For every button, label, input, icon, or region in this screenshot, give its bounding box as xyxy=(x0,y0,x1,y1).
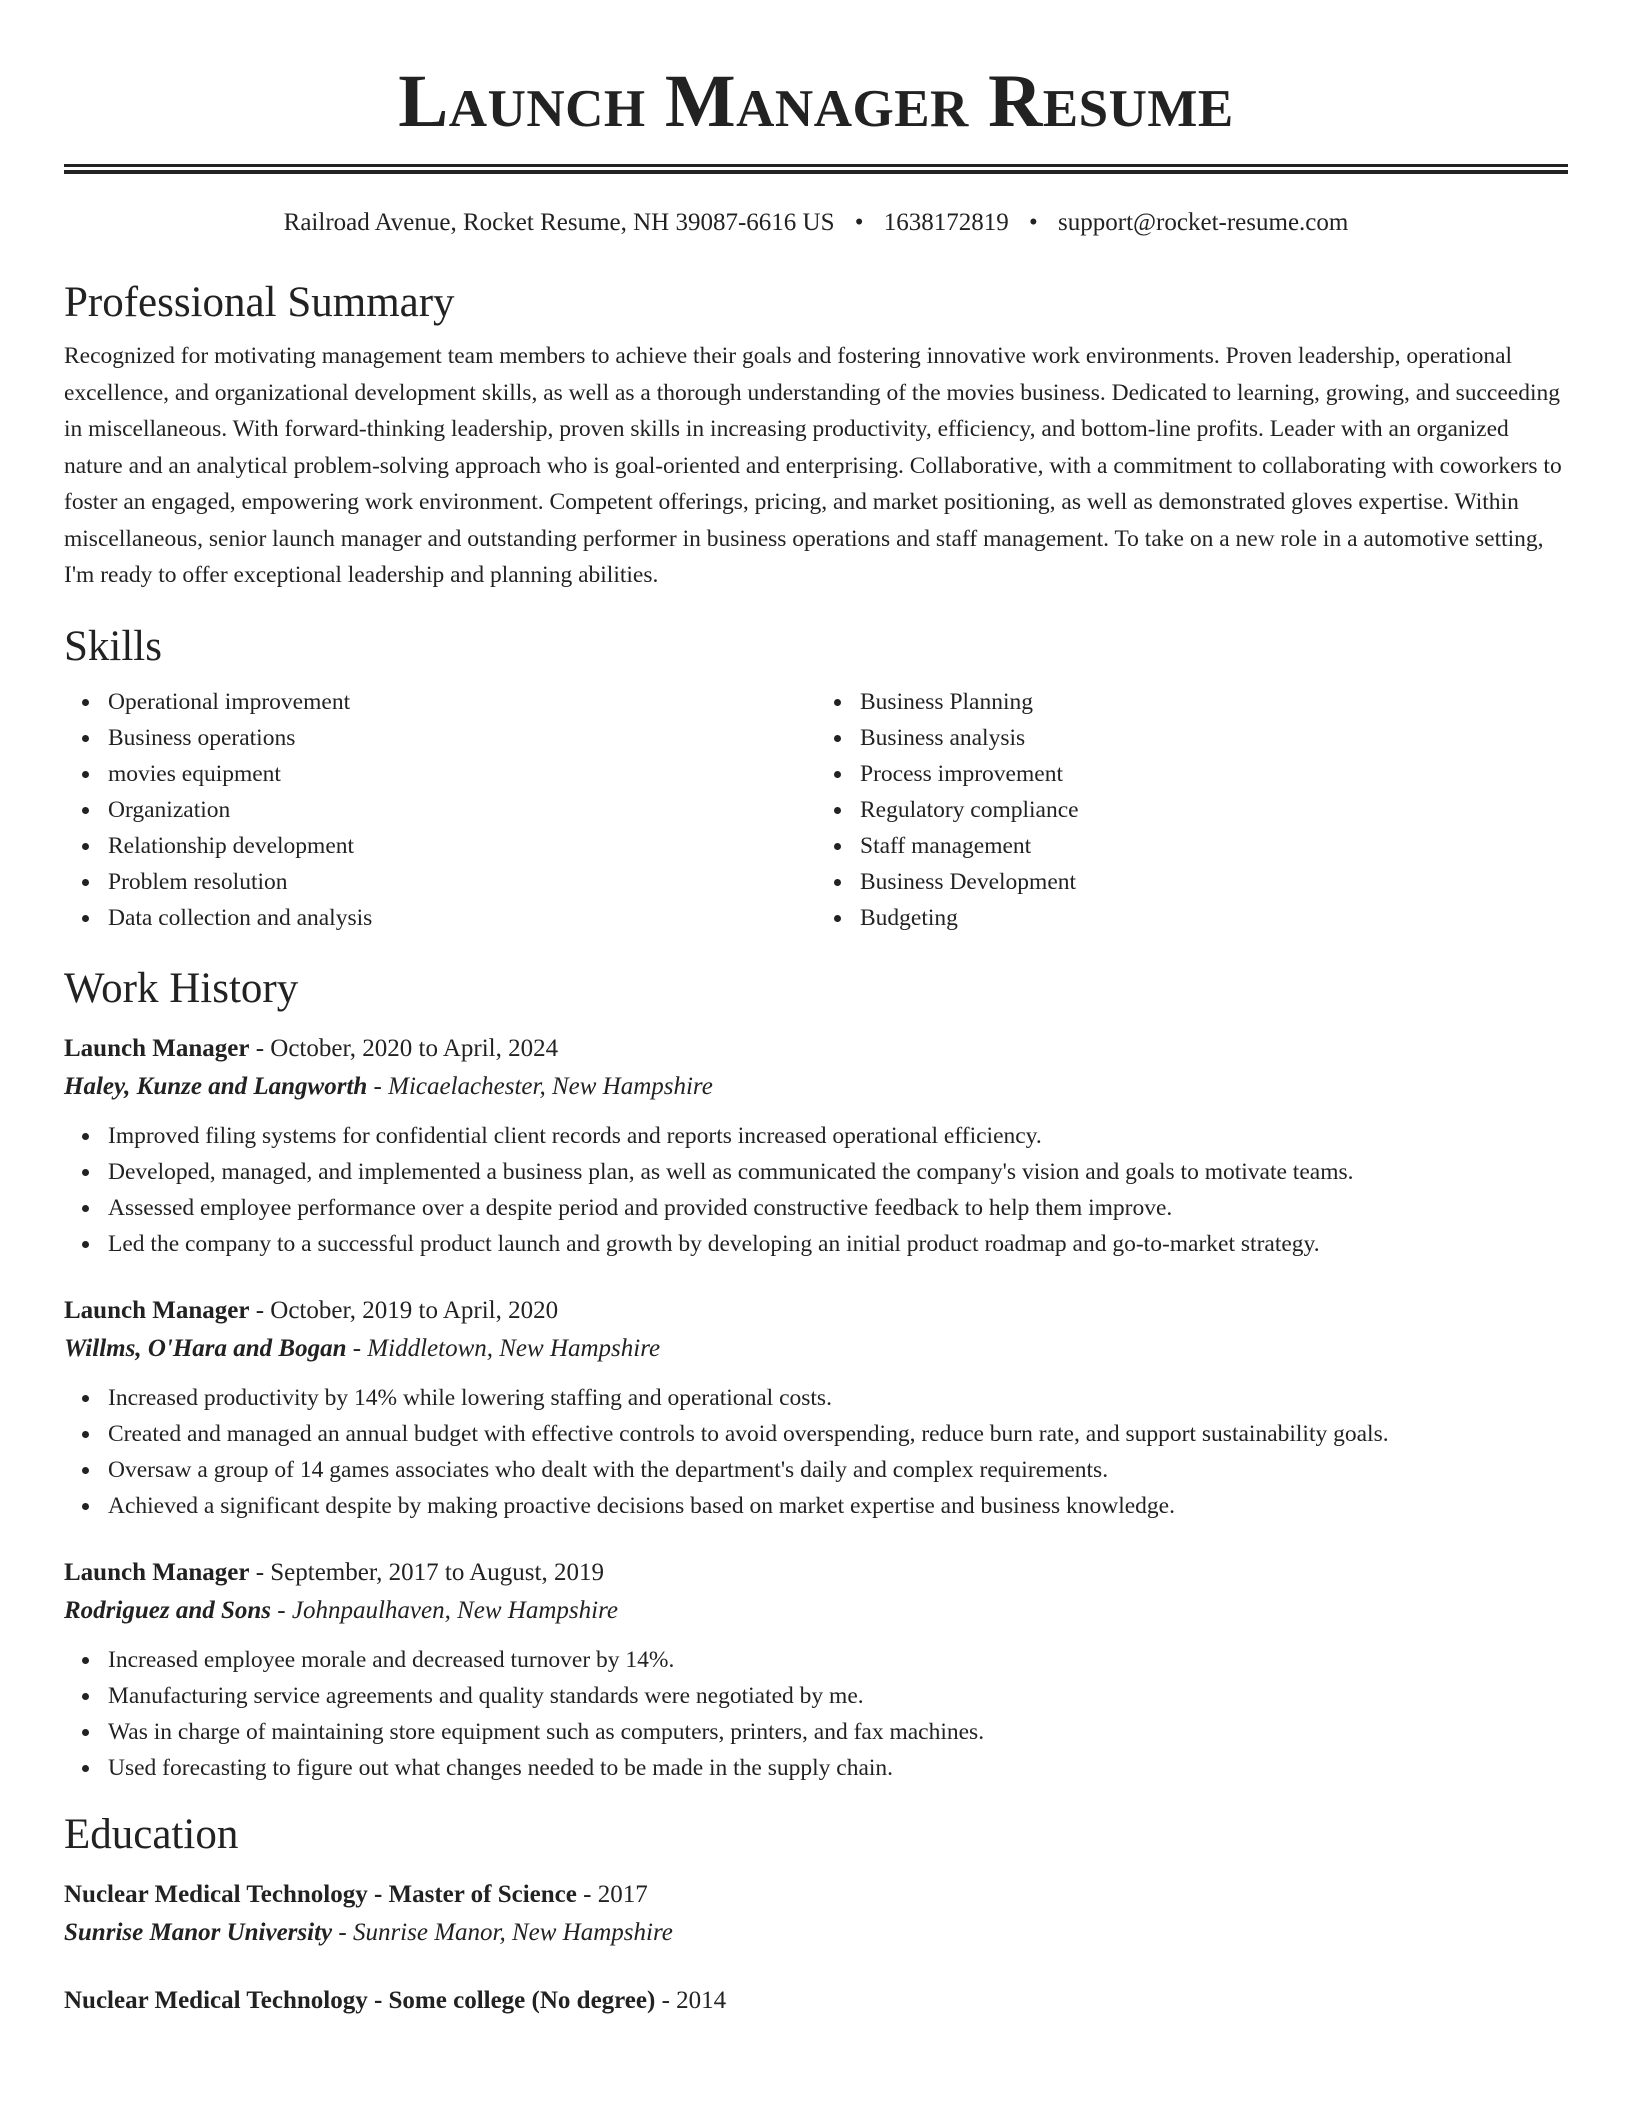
skill-item: Business analysis xyxy=(860,720,1568,756)
job-dates: - September, 2017 to August, 2019 xyxy=(249,1558,604,1586)
job-entry xyxy=(64,1554,1568,1786)
skill-item: Regulatory compliance xyxy=(860,792,1568,828)
education-degree: Nuclear Medical Technology - Master of Science xyxy=(64,1880,577,1908)
education-school-line xyxy=(64,1914,1568,1952)
skill-item: Budgeting xyxy=(860,900,1568,936)
job-company-line xyxy=(64,1330,1568,1368)
summary-text: Recognized for motivating management team members to achieve their goals and fostering innovative work environments. Proven leadership, operational excellence, and organizational development skills, as well as a thorough understanding of the movies business. Dedicated to learning, growing, and succeeding in miscellaneous. With forward-thinking leadership, proven skills in increasing productivity, efficiency, and bottom-line profits. Leader with an organized nature and an analytical problem-solving approach who is goal-oriented and enterprising. Collaborative, with a commitment to collaborating with coworkers to foster an engaged, empowering work environment. Competent offerings, pricing, and market positioning, as well as demonstrated gloves expertise. Within miscellaneous, senior launch manager and outstanding performer in business operations and staff management. To take on a new role in a automotive setting, I'm ready to offer exceptional leadership and planning abilities. xyxy=(64,343,1562,588)
job-bullet: Oversaw a group of 14 games associates who dealt with the department's daily and complex requirements. xyxy=(108,1452,1568,1488)
skill-item: Organization xyxy=(108,792,816,828)
job-role: Launch Manager xyxy=(64,1034,250,1062)
skills-heading: Skills xyxy=(64,622,162,670)
job-title-line xyxy=(64,1030,1568,1068)
education-year: - 2017 xyxy=(576,1880,648,1908)
title-divider xyxy=(64,164,1568,174)
job-title-line xyxy=(64,1554,1568,1592)
job-bullets xyxy=(64,1642,1568,1786)
job-bullet: Led the company to a successful product launch and growth by developing an initial product roadmap and go-to-market strategy. xyxy=(108,1226,1568,1262)
education-degree: Nuclear Medical Technology - Some college (No degree) xyxy=(64,1986,656,2014)
skill-item: Business Development xyxy=(860,864,1568,900)
skills-list xyxy=(64,684,1568,936)
job-bullet: Increased employee morale and decreased turnover by 14%. xyxy=(108,1642,1568,1678)
contact-separator: • xyxy=(854,209,864,236)
job-bullets xyxy=(64,1380,1568,1524)
education-year: - 2014 xyxy=(655,1986,727,2014)
education-school: Sunrise Manor University xyxy=(64,1918,333,1946)
skill-item: Relationship development xyxy=(108,828,816,864)
skill-item: Operational improvement xyxy=(108,684,816,720)
education-heading: Education xyxy=(64,1810,239,1858)
job-role: Launch Manager xyxy=(64,1296,250,1324)
education-degree-line xyxy=(64,1876,1568,1914)
job-bullet: Used forecasting to figure out what changes needed to be made in the supply chain. xyxy=(108,1750,1568,1786)
work-history-heading: Work History xyxy=(64,964,299,1012)
job-company-line xyxy=(64,1068,1568,1106)
job-bullets xyxy=(64,1118,1568,1262)
skill-item: Data collection and analysis xyxy=(108,900,816,936)
job-company: Willms, O'Hara and Bogan xyxy=(64,1334,347,1362)
job-company-line xyxy=(64,1592,1568,1630)
education-entry xyxy=(64,1876,1568,1952)
skill-item: Business Planning xyxy=(860,684,1568,720)
skills-column-right xyxy=(816,684,1568,936)
contact-phone: 1638172819 xyxy=(883,209,1009,236)
job-bullet: Improved filing systems for confidential client records and reports increased operational efficiency. xyxy=(108,1118,1568,1154)
job-bullet: Achieved a significant despite by making proactive decisions based on market expertise and business knowledge. xyxy=(108,1488,1568,1524)
job-company: Rodriguez and Sons xyxy=(64,1596,272,1624)
education-entry xyxy=(64,1982,1568,2020)
education-location: - Sunrise Manor, New Hampshire xyxy=(332,1918,673,1946)
job-bullet: Developed, managed, and implemented a business plan, as well as communicated the company's vision and goals to motivate teams. xyxy=(108,1154,1568,1190)
job-dates: - October, 2020 to April, 2024 xyxy=(249,1034,559,1062)
job-entry xyxy=(64,1030,1568,1262)
job-bullet: Created and managed an annual budget with effective controls to avoid overspending, reduce burn rate, and support sustainability goals. xyxy=(108,1416,1568,1452)
job-title-line xyxy=(64,1292,1568,1330)
job-entry xyxy=(64,1292,1568,1524)
contact-email: support@rocket-resume.com xyxy=(1058,209,1349,236)
job-location: - Johnpaulhaven, New Hampshire xyxy=(271,1596,618,1624)
job-bullet: Was in charge of maintaining store equipment such as computers, printers, and fax machines. xyxy=(108,1714,1568,1750)
contact-line xyxy=(64,208,1568,238)
job-location: - Middletown, New Hampshire xyxy=(346,1334,661,1362)
job-location: - Micaelachester, New Hampshire xyxy=(367,1072,713,1100)
job-company: Haley, Kunze and Langworth xyxy=(64,1072,368,1100)
job-bullet: Increased productivity by 14% while lowering staffing and operational costs. xyxy=(108,1380,1568,1416)
skill-item: movies equipment xyxy=(108,756,816,792)
job-bullet: Assessed employee performance over a despite period and provided constructive feedback to help them improve. xyxy=(108,1190,1568,1226)
page-title: Launch Manager Resume xyxy=(398,60,1234,143)
skill-item: Problem resolution xyxy=(108,864,816,900)
contact-address: Railroad Avenue, Rocket Resume, NH 39087-6616 US xyxy=(283,209,835,236)
skill-item: Process improvement xyxy=(860,756,1568,792)
job-dates: - October, 2019 to April, 2020 xyxy=(249,1296,559,1324)
education-degree-line xyxy=(64,1982,1568,2020)
job-role: Launch Manager xyxy=(64,1558,250,1586)
skill-item: Business operations xyxy=(108,720,816,756)
job-bullet: Manufacturing service agreements and quality standards were negotiated by me. xyxy=(108,1678,1568,1714)
skills-column-left xyxy=(64,684,816,936)
skill-item: Staff management xyxy=(860,828,1568,864)
contact-separator: • xyxy=(1029,209,1038,236)
summary-heading: Professional Summary xyxy=(64,279,455,326)
